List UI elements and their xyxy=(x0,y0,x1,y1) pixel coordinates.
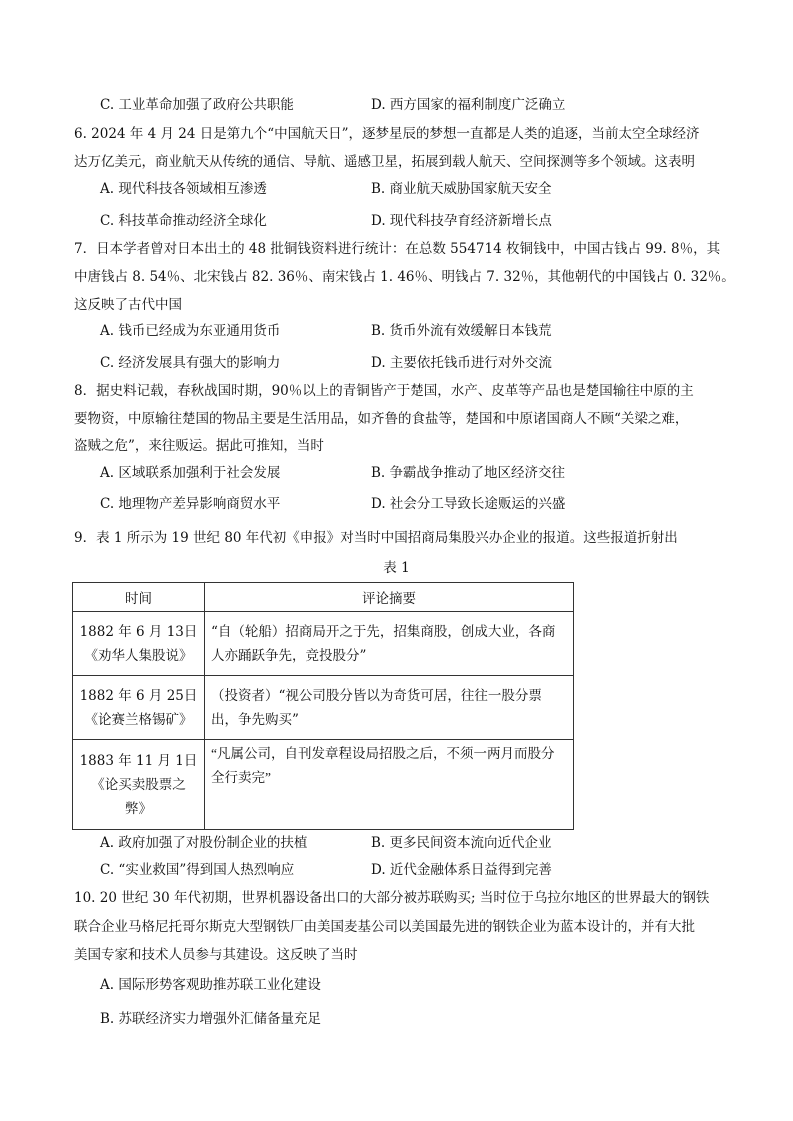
q6-option-b: B. 商业航天威胁国家航天安全 xyxy=(371,181,552,197)
report-date: 1882 年 6 月 25日 xyxy=(79,687,198,704)
q8-option-a: A. 区域联系加强利于社会发展 xyxy=(100,465,281,481)
q6-option-a: A. 现代科技各领域相互渗透 xyxy=(100,181,267,197)
date-cell xyxy=(73,740,205,830)
news-report-table xyxy=(72,582,574,830)
table-header-row xyxy=(73,583,574,612)
q7-option-c: C. 经济发展具有强大的影响力 xyxy=(100,355,281,371)
comment-cell: （投资者）“视公司股分皆以为奇货可居，往往一股分票出，争先购买” xyxy=(205,676,574,740)
q10-stem-line-2: 联合企业马格尼托哥尔斯克大型钢铁厂由美国麦基公司以美国最先进的钢铁企业为蓝本设计的，并有大批 xyxy=(74,919,695,935)
q7-stem-line-1: 7．日本学者曾对日本出土的 48 批铜钱资料进行统计：在总数 554714 枚铜钱中，中国古钱占 99. 8％，其 xyxy=(74,241,721,257)
table-caption: 表 1 xyxy=(383,560,410,576)
q5-option-c: C. 工业革命加强了政府公共职能 xyxy=(100,97,294,113)
table-row xyxy=(73,676,574,740)
report-title: 《论买卖股票之弊》 xyxy=(91,776,186,817)
q8-option-d: D. 社会分工导致长途贩运的兴盛 xyxy=(371,496,566,512)
date-cell xyxy=(73,676,205,740)
date-cell xyxy=(73,612,205,676)
q7-option-a: A. 钱币已经成为东亚通用货币 xyxy=(100,323,281,339)
q10-option-a: A. 国际形势客观助推苏联工业化建设 xyxy=(100,977,321,993)
q6-stem-line-2: 达万亿美元，商业航天从传统的通信、导航、遥感卫星，拓展到载人航天、空间探测等多个领域。这表明 xyxy=(74,154,695,170)
q9-stem-line-1: 9．表 1 所示为 19 世纪 80 年代初《申报》对当时中国招商局集股兴办企业的报道。这些报道折射出 xyxy=(74,530,678,546)
q10-option-b: B. 苏联经济实力增强外汇储备量充足 xyxy=(100,1011,322,1027)
q6-option-c: C. 科技革命推动经济全球化 xyxy=(100,213,267,229)
report-title: 《论赛兰格锡矿》 xyxy=(84,711,193,728)
q8-option-b: B. 争霸战争推动了地区经济交往 xyxy=(371,465,566,481)
q10-stem-line-1: 10. 20 世纪 30 年代初期，世界机器设备出口的大部分被苏联购买; 当时位于乌拉尔地区的世界最大的钢铁 xyxy=(74,890,710,906)
q8-option-c: C. 地理物产差异影响商贸水平 xyxy=(100,496,281,512)
q6-option-d: D. 现代科技孕育经济新增长点 xyxy=(371,213,552,229)
q8-stem-line-2: 要物资，中原输往楚国的物品主要是生活用品，如齐鲁的食盐等，楚国和中原诸国商人不顾“关梁之难， xyxy=(74,411,689,427)
q9-option-b: B. 更多民间资本流向近代企业 xyxy=(371,835,552,851)
report-date: 1883 年 11 月 1日 xyxy=(79,752,198,769)
q9-option-a: A. 政府加强了对股份制企业的扶植 xyxy=(100,835,308,851)
report-title: 《劝华人集股说》 xyxy=(84,647,193,664)
q7-stem-line-2: 中唐钱占 8. 54％、北宋钱占 82. 36％、南宋钱占 1. 46％、明钱占 7. 32％，其他朝代的中国钱占 0. 32％。 xyxy=(74,269,735,285)
table-row xyxy=(73,740,574,830)
q8-stem-line-3: 盗贼之危”，来往贩运。据此可推知，当时 xyxy=(74,438,324,454)
q5-option-d: D. 西方国家的福利制度广泛确立 xyxy=(371,97,566,113)
header-time: 时间 xyxy=(73,583,205,612)
q9-option-d: D. 近代金融体系日益得到完善 xyxy=(371,862,552,878)
comment-cell: “凡属公司，自刊发章程设局招股之后，不须一两月而股分全行卖完” xyxy=(205,740,574,830)
header-comment: 评论摘要 xyxy=(205,583,574,612)
q10-stem-line-3: 美国专家和技术人员参与其建设。这反映了当时 xyxy=(74,947,358,963)
q7-option-b: B. 货币外流有效缓解日本钱荒 xyxy=(371,323,552,339)
q7-stem-line-3: 这反映了古代中国 xyxy=(74,297,182,313)
comment-cell: “自（轮船）招商局开之于先，招集商股，创成大业，各商人亦踊跃争先，竞投股分” xyxy=(205,612,574,676)
q7-option-d: D. 主要依托钱币进行对外交流 xyxy=(371,355,552,371)
report-date: 1882 年 6 月 13日 xyxy=(79,623,198,640)
q8-stem-line-1: 8．据史料记载，春秋战国时期，90％以上的青铜皆产于楚国，水产、皮革等产品也是楚国输往中原的主 xyxy=(74,383,694,399)
q9-option-c: C. “实业救国”得到国人热烈响应 xyxy=(100,862,295,878)
q6-stem-line-1: 6. 2024 年 4 月 24 日是第九个“中国航天日”，逐梦星辰的梦想一直都是人类的追逐，当前太空全球经济 xyxy=(74,126,700,142)
table-row xyxy=(73,612,574,676)
